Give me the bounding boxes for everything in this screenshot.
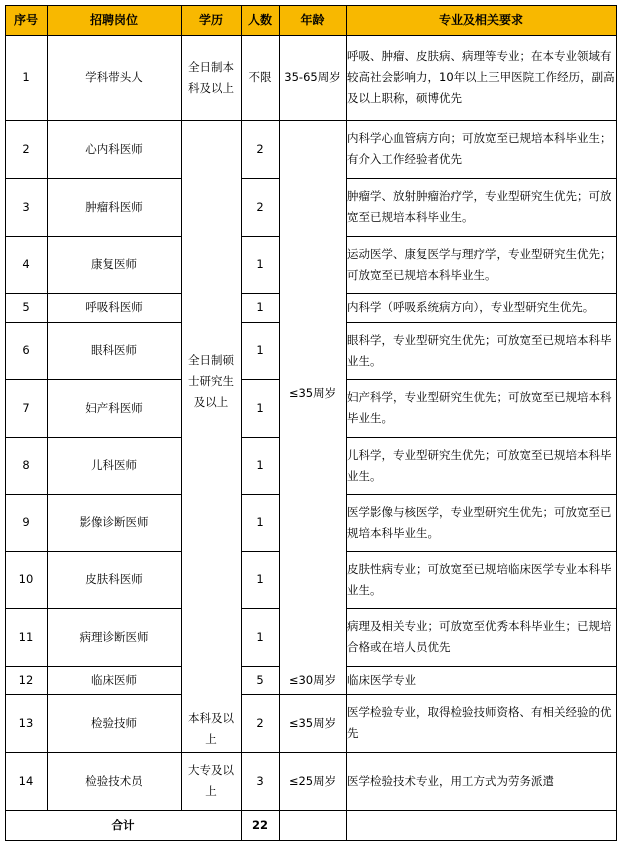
grid-line [5, 666, 182, 667]
requirements: 内科学心血管病方向；可放宽至已规培本科毕业生；有介入工作经验者优先 [347, 131, 612, 166]
headcount: 2 [256, 715, 264, 730]
position-name: 检验技师 [91, 715, 137, 730]
requirements: 医学检验专业，取得检验技师资格、有相关经验的优先 [347, 705, 612, 740]
grid-line [346, 608, 617, 609]
total-blank-req [346, 810, 616, 840]
row-number: 13 [18, 715, 34, 730]
grid-line [241, 5, 242, 841]
row-number: 2 [22, 141, 30, 156]
grid-line [346, 293, 617, 294]
headcount: 1 [256, 400, 264, 415]
grid-line [5, 120, 182, 121]
age-group: ≤30周岁 [288, 672, 337, 687]
row-number: 14 [18, 773, 34, 788]
headcount: 2 [256, 199, 264, 214]
requirements: 内科学（呼吸系统病方向），专业型研究生优先。 [347, 300, 595, 314]
grid-line [181, 5, 182, 811]
headcount: 2 [256, 141, 264, 156]
grid-line [346, 494, 617, 495]
requirements: 妇产科学，专业型研究生优先；可放宽至已规培本科毕业生。 [347, 390, 612, 425]
headcount: 不限 [248, 70, 272, 84]
position-name: 呼吸科医师 [85, 300, 143, 314]
grid-line [279, 120, 347, 121]
row-number: 7 [22, 400, 30, 415]
requirements: 医学影像与核医学，专业型研究生优先；可放宽至已规培本科毕业生。 [347, 504, 612, 540]
row-number: 6 [22, 343, 30, 357]
grid-line [241, 293, 280, 294]
grid-line [346, 120, 617, 121]
grid-line [241, 379, 280, 380]
grid-line [346, 810, 617, 811]
grid-line [346, 694, 617, 695]
grid-line [241, 666, 280, 667]
grid-line [5, 840, 617, 841]
grid-line [47, 5, 48, 811]
header-position: 招聘岗位 [47, 5, 181, 35]
total-blank-age [279, 810, 346, 840]
grid-line [241, 494, 280, 495]
header-education: 学历 [181, 5, 241, 35]
position-name: 影像诊断医师 [79, 515, 149, 529]
grid-line [279, 810, 347, 811]
row-number: 9 [22, 515, 30, 529]
grid-line [5, 5, 617, 6]
requirements: 肿瘤学、放射肿瘤治疗学，专业型研究生优先；可放宽至已规培本科毕业生。 [347, 189, 612, 224]
headcount: 5 [256, 672, 264, 687]
grid-line [346, 236, 617, 237]
grid-line [346, 437, 617, 438]
grid-line [181, 810, 242, 811]
grid-line [5, 551, 182, 552]
headcount: 1 [256, 458, 264, 472]
requirements: 病理及相关专业；可放宽至优秀本科毕业生；已规培合格或在培人员优先 [347, 619, 612, 654]
row-number: 10 [18, 572, 34, 586]
row-number: 1 [22, 70, 30, 84]
age-group: 35-65周岁 [284, 70, 341, 84]
position-name: 检验技术员 [85, 773, 143, 788]
grid-line [346, 379, 617, 380]
requirements: 呼吸、肿瘤、皮肤病、病理等专业；在本专业领域有较高社会影响力，10年以上三甲医院工作经历，副高及以上职称，硕博优先 [347, 49, 615, 105]
grid-line [346, 551, 617, 552]
grid-line [346, 178, 617, 179]
grid-line [5, 437, 182, 438]
grid-line [241, 437, 280, 438]
row-number: 12 [18, 672, 34, 687]
position-name: 妇产科医师 [85, 400, 143, 415]
grid-line [241, 551, 280, 552]
position-name: 康复医师 [91, 257, 137, 271]
requirements: 眼科学，专业型研究生优先；可放宽至已规培本科毕业生。 [347, 332, 612, 368]
grid-line [346, 5, 347, 841]
requirements: 临床医学专业 [347, 672, 416, 687]
grid-line [5, 608, 182, 609]
position-name: 病理诊断医师 [79, 629, 149, 644]
grid-line [241, 178, 280, 179]
position-name: 儿科医师 [91, 458, 137, 472]
grid-line [616, 5, 617, 841]
grid-line [241, 322, 280, 323]
header-count: 人数 [241, 5, 279, 35]
grid-line [279, 694, 347, 695]
grid-line [5, 5, 6, 841]
grid-line [181, 120, 242, 121]
grid-line [5, 236, 182, 237]
age-group: ≤35周岁 [288, 385, 337, 400]
grid-line [5, 494, 182, 495]
headcount: 1 [256, 629, 264, 644]
header-requirements: 专业及相关要求 [346, 5, 616, 35]
education-group: 全日制硕士研究生及以上 [188, 353, 234, 409]
position-name: 学科带头人 [85, 70, 143, 84]
grid-line [5, 35, 617, 36]
grid-line [181, 752, 242, 753]
requirements: 儿科学，专业型研究生优先；可放宽至已规培本科毕业生。 [347, 447, 612, 483]
row-number: 4 [22, 257, 30, 271]
row-number: 8 [22, 458, 30, 472]
headcount: 1 [256, 572, 264, 586]
grid-line [279, 5, 280, 841]
age-group: ≤25周岁 [288, 773, 337, 788]
headcount: 1 [256, 257, 264, 271]
header-age: 年龄 [279, 5, 346, 35]
grid-line [5, 293, 182, 294]
grid-line [346, 752, 617, 753]
grid-line [241, 810, 280, 811]
requirements: 医学检验技术专业，用工方式为劳务派遣 [347, 773, 554, 788]
position-name: 眼科医师 [91, 343, 137, 357]
headcount: 3 [256, 773, 264, 788]
row-number: 3 [22, 199, 30, 214]
education-group: 全日制本科及以上 [188, 59, 234, 95]
position-name: 肿瘤科医师 [85, 199, 143, 214]
row-number: 11 [18, 629, 34, 644]
education-group: 大专及以上 [188, 763, 234, 798]
grid-line [241, 752, 280, 753]
header-no: 序号 [5, 5, 47, 35]
total-count: 22 [251, 817, 268, 832]
grid-line [5, 752, 182, 753]
total-label: 合计 [111, 817, 135, 832]
headcount: 1 [256, 515, 264, 529]
grid-line [5, 379, 182, 380]
headcount: 1 [256, 343, 264, 357]
grid-line [5, 322, 182, 323]
education-group: 本科及以上 [188, 711, 234, 746]
grid-line [346, 666, 617, 667]
age-group: ≤35周岁 [288, 715, 337, 730]
headcount: 1 [256, 300, 264, 314]
position-name: 临床医师 [91, 672, 137, 687]
position-name: 皮肤科医师 [85, 572, 143, 586]
grid-line [241, 236, 280, 237]
requirements: 运动医学、康复医学与理疗学，专业型研究生优先；可放宽至已规培本科毕业生。 [347, 246, 612, 282]
grid-line [241, 120, 280, 121]
grid-line [5, 810, 182, 811]
grid-line [241, 608, 280, 609]
grid-line [5, 694, 182, 695]
grid-line [346, 322, 617, 323]
grid-line [5, 178, 182, 179]
grid-line [279, 752, 347, 753]
grid-line [241, 694, 280, 695]
row-number: 5 [22, 300, 30, 314]
requirements: 皮肤性病专业；可放宽至已规培临床医学专业本科毕业生。 [347, 561, 612, 597]
position-name: 心内科医师 [85, 141, 143, 156]
